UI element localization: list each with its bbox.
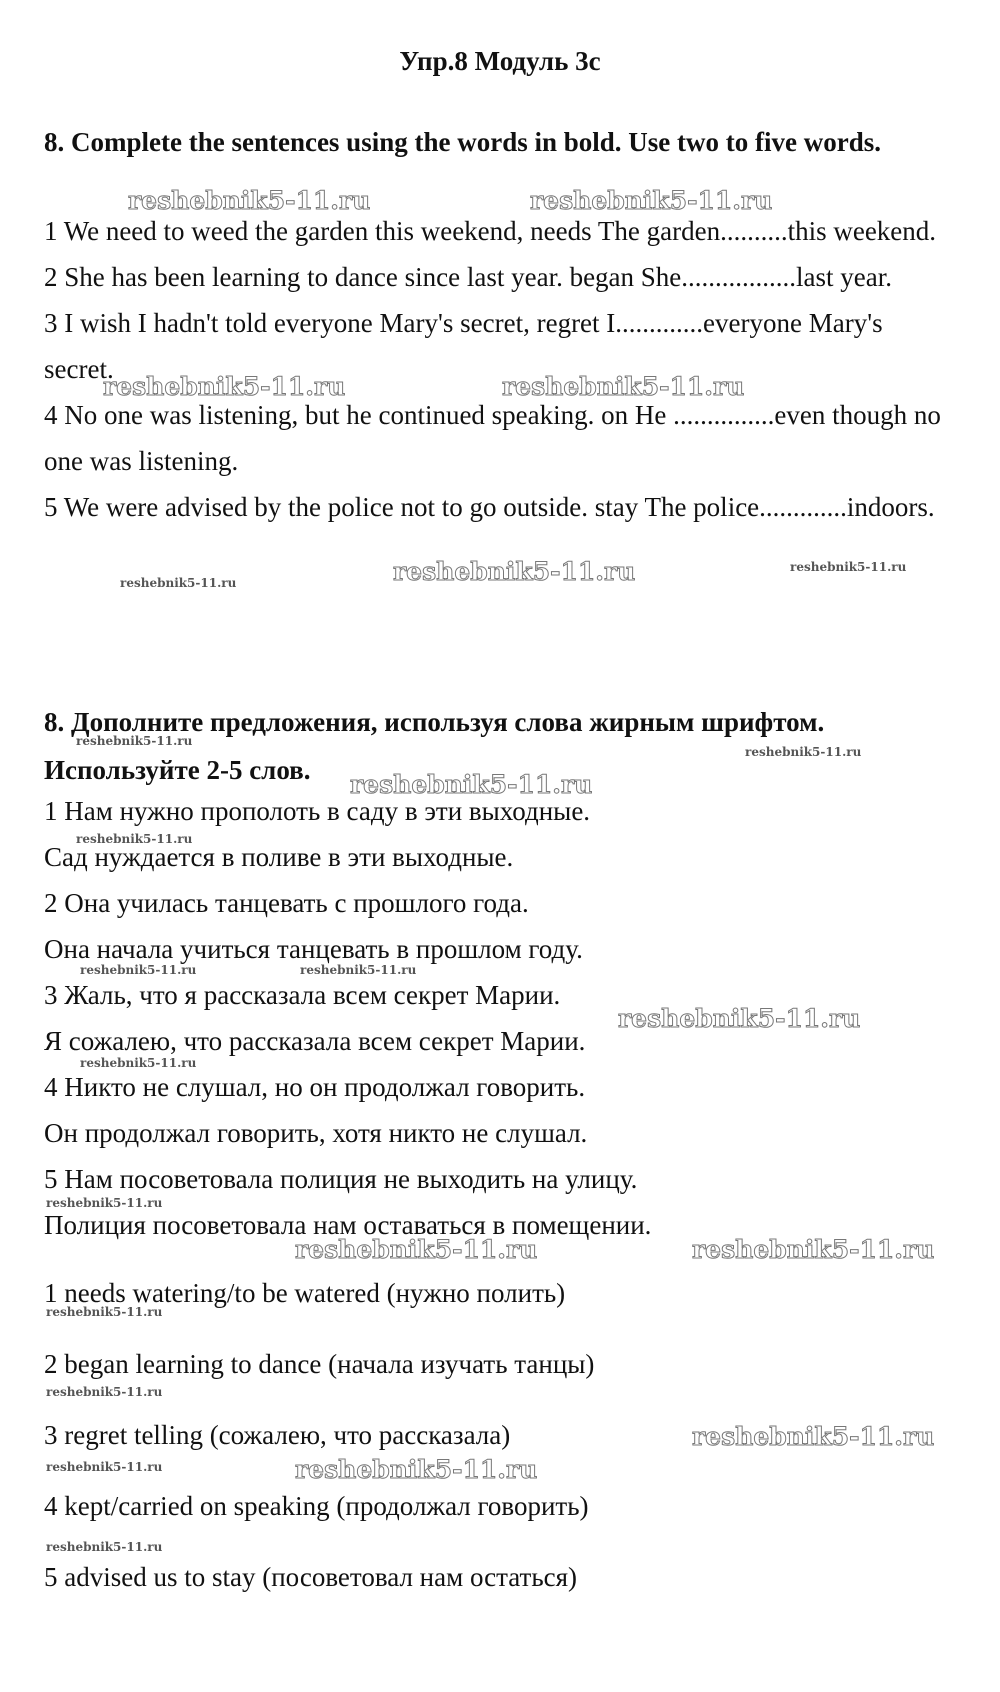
english-task-heading: 8. Complete the sentences using the words in bold. Use two to five words. xyxy=(44,127,881,157)
page-title: Упр.8 Модуль 3с xyxy=(399,46,601,76)
russian-line-6: Я сожалею, что рассказала всем секрет Марии. xyxy=(44,1026,586,1056)
russian-line-2: Сад нуждается в поливе в эти выходные. xyxy=(44,842,514,872)
russian-line-9: 5 Нам посоветовала полиция не выходить на улицу. xyxy=(44,1164,638,1194)
watermark: reshebnik5-11.ru xyxy=(80,1056,197,1070)
watermark: reshebnik5-11.ru xyxy=(393,557,636,586)
answer-5: 5 advised us to stay (посоветовал нам остаться) xyxy=(44,1562,578,1592)
watermark: reshebnik5-11.ru xyxy=(128,186,371,215)
russian-line-5: 3 Жаль, что я рассказала всем секрет Марии. xyxy=(44,980,561,1010)
english-item-2: 2 She has been learning to dance since last year. began She.................last year. xyxy=(44,262,892,292)
russian-line-1: 1 Нам нужно прополоть в саду в эти выходные. xyxy=(44,796,591,826)
russian-line-10: Полиция посоветовала нам оставаться в помещении. xyxy=(44,1210,652,1240)
watermark: reshebnik5-11.ru xyxy=(120,576,237,590)
russian-line-7: 4 Никто не слушал, но он продолжал говорить. xyxy=(44,1072,586,1102)
watermark: reshebnik5-11.ru xyxy=(76,734,193,748)
watermark: reshebnik5-11.ru xyxy=(350,770,593,799)
watermark: reshebnik5-11.ru xyxy=(300,963,417,977)
english-item-4: 4 No one was listening, but he continued speaking. on He ...............even though no one was listening. xyxy=(44,400,941,476)
answer-3: 3 regret telling (сожалею, что рассказала) xyxy=(44,1420,511,1450)
watermark: reshebnik5-11.ru xyxy=(692,1235,935,1264)
answer-4: 4 kept/carried on speaking (продолжал говорить) xyxy=(44,1491,589,1521)
watermark: reshebnik5-11.ru xyxy=(46,1460,163,1474)
watermark: reshebnik5-11.ru xyxy=(80,963,197,977)
watermark: reshebnik5-11.ru xyxy=(295,1455,538,1484)
english-item-5: 5 We were advised by the police not to go outside. stay The police.............indoors. xyxy=(44,492,935,522)
watermark: reshebnik5-11.ru xyxy=(618,1004,861,1033)
watermark: reshebnik5-11.ru xyxy=(502,372,745,401)
russian-task-heading: 8. Дополните предложения, используя слова жирным шрифтом. Используйте 2-5 слов. xyxy=(44,707,825,785)
watermark: reshebnik5-11.ru xyxy=(46,1540,163,1554)
watermark: reshebnik5-11.ru xyxy=(46,1385,163,1399)
answer-1: 1 needs watering/to be watered (нужно полить) xyxy=(44,1278,566,1308)
english-item-3: 3 I wish I hadn't told everyone Mary's secret, regret I.............everyone Mary's secret. xyxy=(44,308,883,384)
watermark: reshebnik5-11.ru xyxy=(46,1305,163,1319)
russian-line-8: Он продолжал говорить, хотя никто не слушал. xyxy=(44,1118,588,1148)
english-task-items xyxy=(44,208,944,530)
english-item-1: 1 We need to weed the garden this weekend, needs The garden..........this weekend. xyxy=(44,216,937,246)
watermark: reshebnik5-11.ru xyxy=(103,372,346,401)
watermark: reshebnik5-11.ru xyxy=(745,745,862,759)
watermark: reshebnik5-11.ru xyxy=(295,1235,538,1264)
watermark: reshebnik5-11.ru xyxy=(530,186,773,215)
watermark: reshebnik5-11.ru xyxy=(790,560,907,574)
russian-line-4: Она начала учиться танцевать в прошлом году. xyxy=(44,934,583,964)
watermark: reshebnik5-11.ru xyxy=(46,1196,163,1210)
answer-2: 2 began learning to dance (начала изучать танцы) xyxy=(44,1349,595,1379)
watermark: reshebnik5-11.ru xyxy=(692,1422,935,1451)
watermark: reshebnik5-11.ru xyxy=(76,832,193,846)
russian-line-3: 2 Она училась танцевать с прошлого года. xyxy=(44,888,529,918)
